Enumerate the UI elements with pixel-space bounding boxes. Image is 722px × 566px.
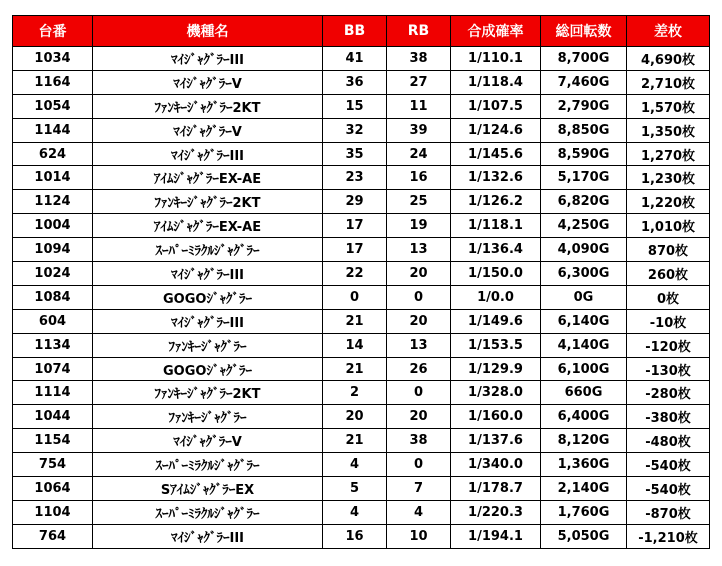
probability-cell: 1/194.1 (451, 524, 541, 548)
bb-cell: 2 (323, 381, 387, 405)
bb-cell: 14 (323, 333, 387, 357)
total-spins-cell: 5,050G (541, 524, 627, 548)
bb-cell: 5 (323, 477, 387, 501)
probability-cell: 1/137.6 (451, 429, 541, 453)
medal-difference-cell: 2,710枚 (627, 70, 710, 94)
bb-cell: 41 (323, 47, 387, 71)
probability-cell: 1/126.2 (451, 190, 541, 214)
machine-number-cell: 1094 (13, 238, 93, 262)
probability-cell: 1/118.1 (451, 214, 541, 238)
total-spins-cell: 4,250G (541, 214, 627, 238)
rb-cell: 38 (387, 47, 451, 71)
model-name-cell: ｽｰﾊﾟｰﾐﾗｸﾙｼﾞｬｸﾞﾗｰ (93, 238, 323, 262)
model-name-cell: ﾏｲｼﾞｬｸﾞﾗｰV (93, 118, 323, 142)
header-model-name: 機種名 (93, 16, 323, 47)
header-bb: BB (323, 16, 387, 47)
machine-number-cell: 1044 (13, 405, 93, 429)
medal-difference-cell: -10枚 (627, 309, 710, 333)
total-spins-cell: 6,140G (541, 309, 627, 333)
machine-number-cell: 1114 (13, 381, 93, 405)
table-row (13, 190, 710, 214)
data-sheet (12, 15, 710, 549)
rb-cell: 0 (387, 285, 451, 309)
bb-cell: 0 (323, 285, 387, 309)
probability-cell: 1/160.0 (451, 405, 541, 429)
total-spins-cell: 6,400G (541, 405, 627, 429)
medal-difference-cell: -130枚 (627, 357, 710, 381)
model-name-cell: ｽｰﾊﾟｰﾐﾗｸﾙｼﾞｬｸﾞﾗｰ (93, 500, 323, 524)
machine-number-cell: 1154 (13, 429, 93, 453)
bb-cell: 20 (323, 405, 387, 429)
medal-difference-cell: -120枚 (627, 333, 710, 357)
probability-cell: 1/150.0 (451, 262, 541, 286)
rb-cell: 20 (387, 262, 451, 286)
model-name-cell: ｱｲﾑｼﾞｬｸﾞﾗｰEX-AE (93, 166, 323, 190)
total-spins-cell: 6,300G (541, 262, 627, 286)
machine-number-cell: 764 (13, 524, 93, 548)
model-name-cell: GOGOｼﾞｬｸﾞﾗｰ (93, 285, 323, 309)
table-row (13, 453, 710, 477)
model-name-cell: ﾌｧﾝｷｰｼﾞｬｸﾞﾗｰ (93, 333, 323, 357)
model-name-cell: ｽｰﾊﾟｰﾐﾗｸﾙｼﾞｬｸﾞﾗｰ (93, 453, 323, 477)
total-spins-cell: 4,090G (541, 238, 627, 262)
model-name-cell: SｱｲﾑｼﾞｬｸﾞﾗｰEX (93, 477, 323, 501)
rb-cell: 19 (387, 214, 451, 238)
machine-number-cell: 1084 (13, 285, 93, 309)
machine-number-cell: 1034 (13, 47, 93, 71)
model-name-cell: ｱｲﾑｼﾞｬｸﾞﾗｰEX-AE (93, 214, 323, 238)
medal-difference-cell: 870枚 (627, 238, 710, 262)
model-name-cell: ﾌｧﾝｷｰｼﾞｬｸﾞﾗｰ2KT (93, 190, 323, 214)
total-spins-cell: 7,460G (541, 70, 627, 94)
table-row (13, 142, 710, 166)
probability-cell: 1/129.9 (451, 357, 541, 381)
medal-difference-cell: -280枚 (627, 381, 710, 405)
bb-cell: 23 (323, 166, 387, 190)
bb-cell: 29 (323, 190, 387, 214)
machine-number-cell: 1064 (13, 477, 93, 501)
total-spins-cell: 1,360G (541, 453, 627, 477)
rb-cell: 13 (387, 238, 451, 262)
bb-cell: 35 (323, 142, 387, 166)
rb-cell: 7 (387, 477, 451, 501)
medal-difference-cell: 1,010枚 (627, 214, 710, 238)
probability-cell: 1/178.7 (451, 477, 541, 501)
medal-difference-cell: 1,220枚 (627, 190, 710, 214)
probability-cell: 1/149.6 (451, 309, 541, 333)
bb-cell: 4 (323, 500, 387, 524)
model-name-cell: ﾏｲｼﾞｬｸﾞﾗｰV (93, 70, 323, 94)
bb-cell: 22 (323, 262, 387, 286)
total-spins-cell: 0G (541, 285, 627, 309)
rb-cell: 4 (387, 500, 451, 524)
table-row (13, 429, 710, 453)
table-row (13, 381, 710, 405)
machine-number-cell: 1164 (13, 70, 93, 94)
machine-number-cell: 1014 (13, 166, 93, 190)
bb-cell: 17 (323, 214, 387, 238)
model-name-cell: ﾌｧﾝｷｰｼﾞｬｸﾞﾗｰ2KT (93, 381, 323, 405)
medal-difference-cell: -380枚 (627, 405, 710, 429)
bb-cell: 15 (323, 94, 387, 118)
machine-number-cell: 604 (13, 309, 93, 333)
table-row (13, 262, 710, 286)
table-row (13, 285, 710, 309)
total-spins-cell: 8,850G (541, 118, 627, 142)
medal-difference-cell: -870枚 (627, 500, 710, 524)
rb-cell: 13 (387, 333, 451, 357)
header-row (13, 16, 710, 47)
rb-cell: 27 (387, 70, 451, 94)
bb-cell: 21 (323, 309, 387, 333)
table-row (13, 238, 710, 262)
rb-cell: 10 (387, 524, 451, 548)
machine-number-cell: 1074 (13, 357, 93, 381)
machine-number-cell: 624 (13, 142, 93, 166)
total-spins-cell: 5,170G (541, 166, 627, 190)
bb-cell: 17 (323, 238, 387, 262)
medal-difference-cell: 1,570枚 (627, 94, 710, 118)
model-name-cell: ﾏｲｼﾞｬｸﾞﾗｰIII (93, 47, 323, 71)
medal-difference-cell: 1,230枚 (627, 166, 710, 190)
medal-difference-cell: 1,350枚 (627, 118, 710, 142)
table-body (13, 47, 710, 549)
bb-cell: 36 (323, 70, 387, 94)
medal-difference-cell: -1,210枚 (627, 524, 710, 548)
model-name-cell: ﾌｧﾝｷｰｼﾞｬｸﾞﾗｰ (93, 405, 323, 429)
probability-cell: 1/118.4 (451, 70, 541, 94)
probability-cell: 1/0.0 (451, 285, 541, 309)
probability-cell: 1/124.6 (451, 118, 541, 142)
bb-cell: 32 (323, 118, 387, 142)
probability-cell: 1/145.6 (451, 142, 541, 166)
rb-cell: 11 (387, 94, 451, 118)
medal-difference-cell: 0枚 (627, 285, 710, 309)
medal-difference-cell: -540枚 (627, 453, 710, 477)
machine-number-cell: 1054 (13, 94, 93, 118)
total-spins-cell: 6,100G (541, 357, 627, 381)
machine-number-cell: 1104 (13, 500, 93, 524)
medal-difference-cell: -540枚 (627, 477, 710, 501)
total-spins-cell: 1,760G (541, 500, 627, 524)
table-row (13, 47, 710, 71)
table-row (13, 500, 710, 524)
header-rb: RB (387, 16, 451, 47)
total-spins-cell: 8,120G (541, 429, 627, 453)
medal-difference-cell: 1,270枚 (627, 142, 710, 166)
total-spins-cell: 6,820G (541, 190, 627, 214)
medal-difference-cell: 4,690枚 (627, 47, 710, 71)
total-spins-cell: 8,700G (541, 47, 627, 71)
probability-cell: 1/340.0 (451, 453, 541, 477)
model-name-cell: GOGOｼﾞｬｸﾞﾗｰ (93, 357, 323, 381)
machine-number-cell: 1134 (13, 333, 93, 357)
probability-cell: 1/328.0 (451, 381, 541, 405)
header-machine-number: 台番 (13, 16, 93, 47)
header-combined-probability: 合成確率 (451, 16, 541, 47)
header-medal-difference: 差枚 (627, 16, 710, 47)
table-row (13, 166, 710, 190)
total-spins-cell: 8,590G (541, 142, 627, 166)
probability-cell: 1/132.6 (451, 166, 541, 190)
rb-cell: 24 (387, 142, 451, 166)
model-name-cell: ﾏｲｼﾞｬｸﾞﾗｰIII (93, 524, 323, 548)
machine-number-cell: 1004 (13, 214, 93, 238)
machine-number-cell: 1124 (13, 190, 93, 214)
table-row (13, 70, 710, 94)
header-total-spins: 総回転数 (541, 16, 627, 47)
rb-cell: 26 (387, 357, 451, 381)
medal-difference-cell: -480枚 (627, 429, 710, 453)
bb-cell: 21 (323, 357, 387, 381)
table-row (13, 309, 710, 333)
medal-difference-cell: 260枚 (627, 262, 710, 286)
model-name-cell: ﾌｧﾝｷｰｼﾞｬｸﾞﾗｰ2KT (93, 94, 323, 118)
table-row (13, 357, 710, 381)
rb-cell: 25 (387, 190, 451, 214)
machine-number-cell: 754 (13, 453, 93, 477)
machine-results-table (12, 15, 710, 549)
rb-cell: 16 (387, 166, 451, 190)
model-name-cell: ﾏｲｼﾞｬｸﾞﾗｰIII (93, 262, 323, 286)
machine-number-cell: 1144 (13, 118, 93, 142)
rb-cell: 0 (387, 453, 451, 477)
rb-cell: 20 (387, 309, 451, 333)
probability-cell: 1/220.3 (451, 500, 541, 524)
bb-cell: 21 (323, 429, 387, 453)
table-row (13, 94, 710, 118)
model-name-cell: ﾏｲｼﾞｬｸﾞﾗｰIII (93, 142, 323, 166)
rb-cell: 20 (387, 405, 451, 429)
bb-cell: 4 (323, 453, 387, 477)
rb-cell: 38 (387, 429, 451, 453)
total-spins-cell: 4,140G (541, 333, 627, 357)
probability-cell: 1/107.5 (451, 94, 541, 118)
rb-cell: 39 (387, 118, 451, 142)
table-row (13, 214, 710, 238)
machine-number-cell: 1024 (13, 262, 93, 286)
total-spins-cell: 660G (541, 381, 627, 405)
model-name-cell: ﾏｲｼﾞｬｸﾞﾗｰIII (93, 309, 323, 333)
table-row (13, 118, 710, 142)
table-row (13, 524, 710, 548)
total-spins-cell: 2,790G (541, 94, 627, 118)
table-row (13, 333, 710, 357)
bb-cell: 16 (323, 524, 387, 548)
probability-cell: 1/153.5 (451, 333, 541, 357)
table-row (13, 405, 710, 429)
probability-cell: 1/136.4 (451, 238, 541, 262)
rb-cell: 0 (387, 381, 451, 405)
model-name-cell: ﾏｲｼﾞｬｸﾞﾗｰV (93, 429, 323, 453)
total-spins-cell: 2,140G (541, 477, 627, 501)
table-row (13, 477, 710, 501)
probability-cell: 1/110.1 (451, 47, 541, 71)
